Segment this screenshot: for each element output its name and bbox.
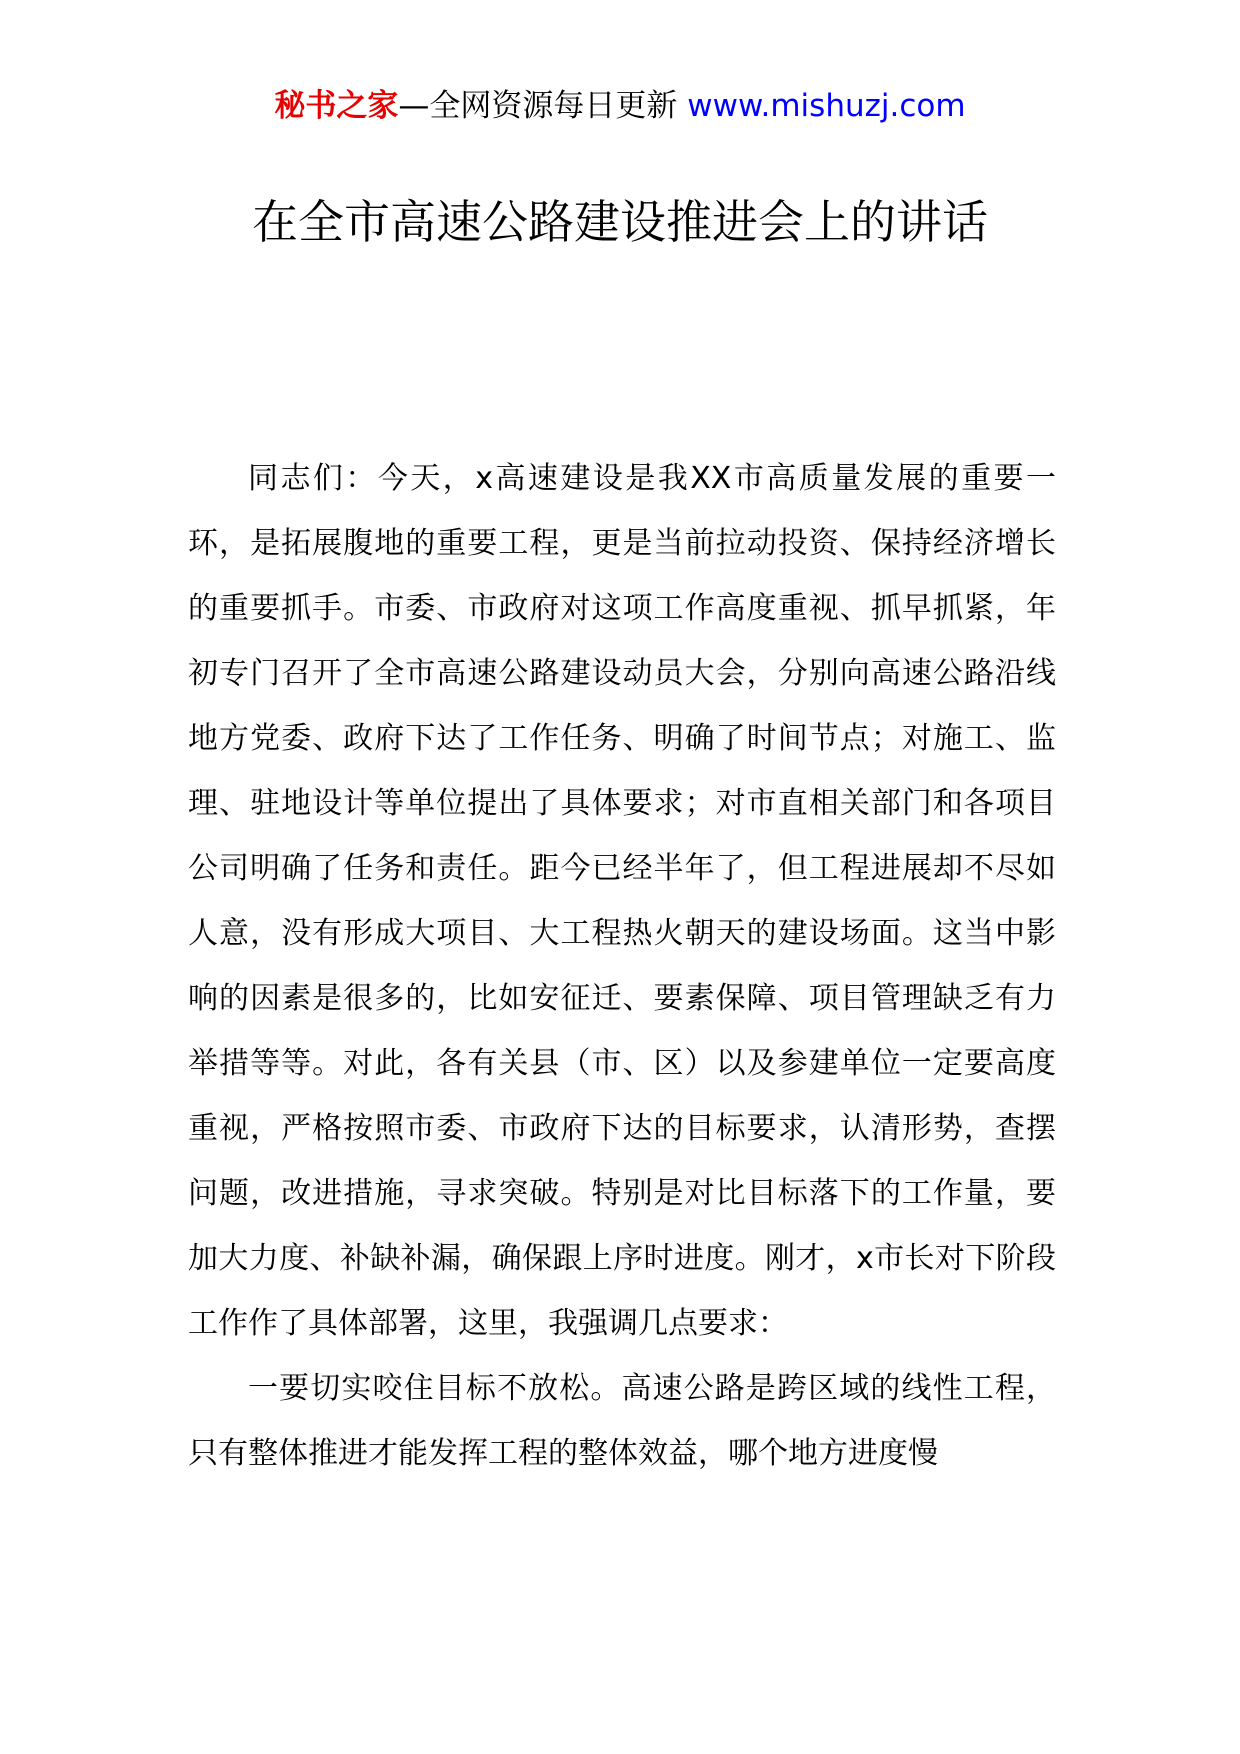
site-url-link[interactable]: www.mishuzj.com bbox=[687, 88, 966, 124]
document-body bbox=[188, 446, 1056, 1486]
site-brand: 秘书之家 bbox=[274, 88, 399, 124]
paragraph: 同志们：今天，x高速建设是我XX市高质量发展的重要一环，是拓展腹地的重要工程，更是当前拉动投资、保持经济增长的重要抓手。市委、市政府对这项工作高度重视、抓早抓紧，年初专门召开了全市高速公路建设动员大会，分别向高速公路沿线地方党委、政府下达了工作任务、明确了时间节点；对施工、监理、驻地设计等单位提出了具体要求；对市直相关部门和各项目公司明确了任务和责任。距今已经半年了，但工程进展却不尽如人意，没有形成大项目、大工程热火朝天的建设场面。这当中影响的因素是很多的，比如安征迁、要素保障、项目管理缺乏有力举措等等。对此，各有关县（市、区）以及参建单位一定要高度重视，严格按照市委、市政府下达的目标要求，认清形势，查摆问题，改进措施，寻求突破。特别是对比目标落下的工作量，要加大力度、补缺补漏，确保跟上序时进度。刚才，x市长对下阶段工作作了具体部署，这里，我强调几点要求： bbox=[188, 461, 1056, 1341]
site-header bbox=[0, 88, 1240, 125]
paragraph: 一要切实咬住目标不放松。高速公路是跨区域的线性工程，只有整体推进才能发挥工程的整体效益，哪个地方进度慢 bbox=[188, 1371, 1056, 1471]
document-title: 在全市高速公路建设推进会上的讲话 bbox=[252, 195, 988, 249]
site-tagline: —全网资源每日更新 bbox=[398, 88, 678, 124]
